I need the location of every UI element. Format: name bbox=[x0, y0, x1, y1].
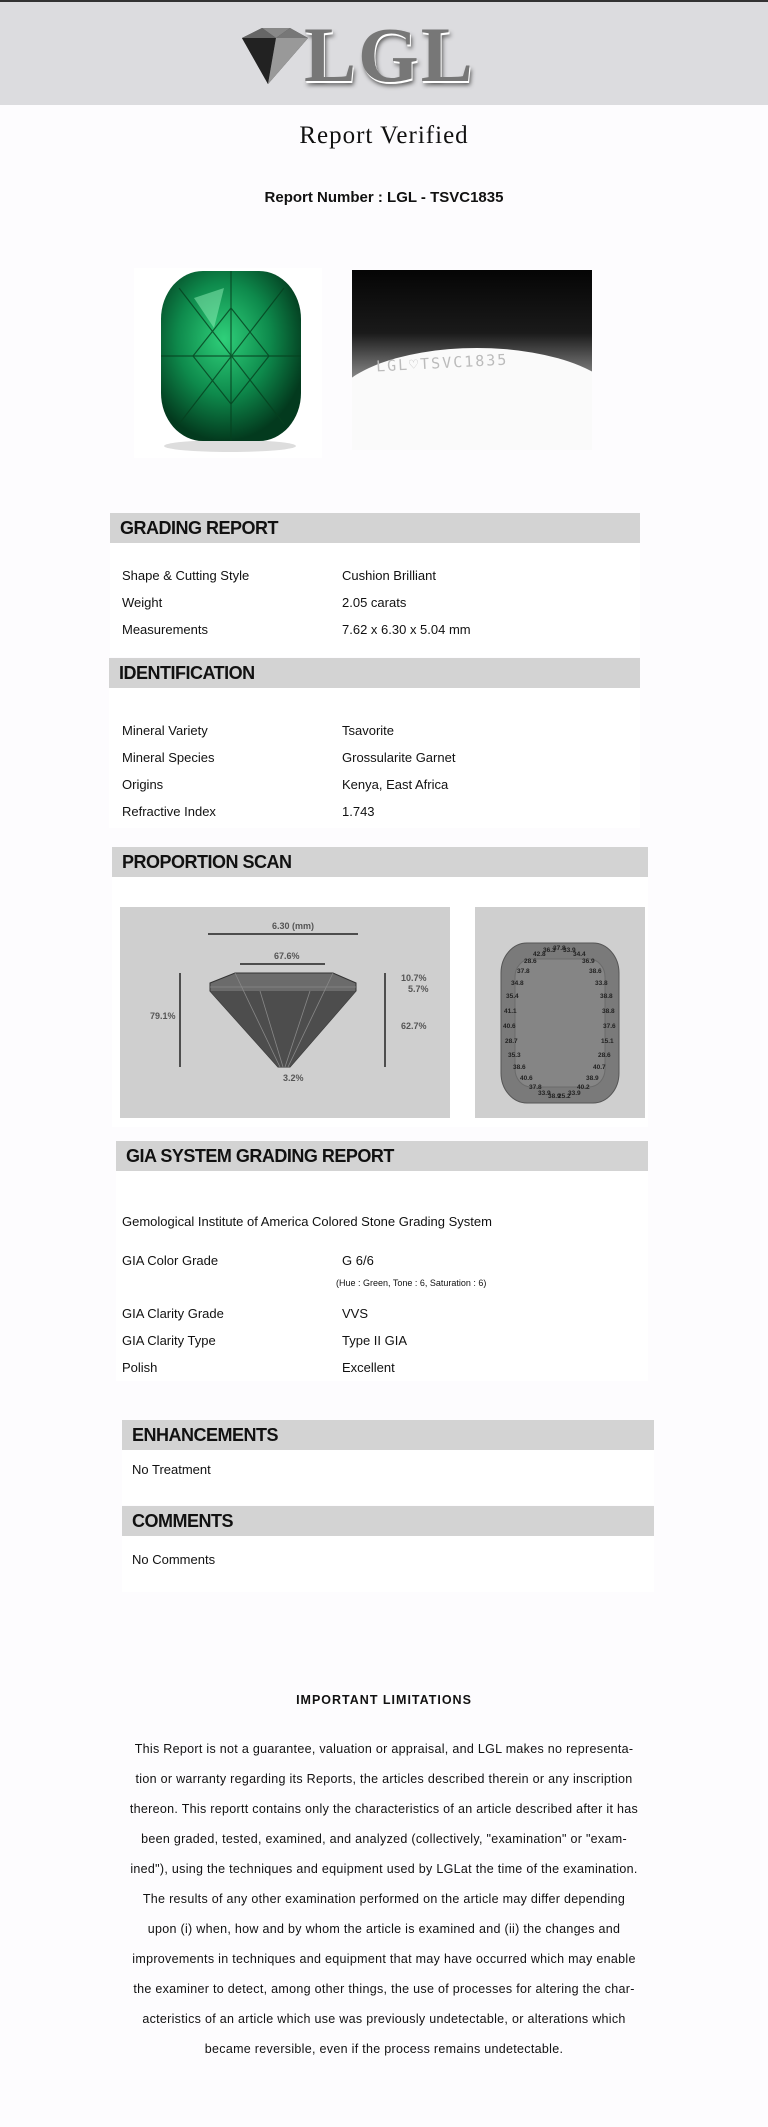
inscription-photo bbox=[352, 270, 592, 450]
girdle-label: 5.7% bbox=[408, 984, 429, 994]
gia-clarity-grade-label: GIA Clarity Grade bbox=[122, 1306, 224, 1321]
gia-clarity-grade-value: VVS bbox=[342, 1306, 369, 1321]
shape-value: Cushion Brilliant bbox=[342, 568, 436, 583]
grading-report-heading: GRADING REPORT bbox=[110, 513, 640, 543]
facet-label: 33.9 bbox=[563, 947, 576, 954]
facet-label: 38.9 bbox=[548, 1093, 561, 1100]
facet-label: 40.6 bbox=[503, 1023, 516, 1030]
lgl-logo bbox=[232, 11, 492, 98]
facet-label: 35.4 bbox=[506, 993, 519, 1000]
limitations-line: acteristics of an article which use was previously undetectable, or alterations which bbox=[142, 2012, 626, 2026]
facet-label: 37.8 bbox=[553, 945, 566, 952]
pavilion-label: 62.7% bbox=[401, 1021, 427, 1031]
facet-label: 38.6 bbox=[589, 968, 602, 975]
facet-label: 42.8 bbox=[533, 951, 546, 958]
facet-label: 34.4 bbox=[573, 951, 586, 958]
facet-label: 28.6 bbox=[598, 1052, 611, 1059]
facet-label: 38.6 bbox=[513, 1064, 526, 1071]
enhancements-text: No Treatment bbox=[132, 1462, 211, 1477]
gia-heading: GIA SYSTEM GRADING REPORT bbox=[116, 1141, 648, 1171]
enhancements-heading: ENHANCEMENTS bbox=[122, 1420, 654, 1450]
table-label: 67.6% bbox=[274, 951, 300, 961]
facet-label: 38.8 bbox=[600, 993, 613, 1000]
facet-label: 40.2 bbox=[577, 1084, 590, 1091]
diamond-icon bbox=[232, 26, 312, 86]
gia-clarity-type-value: Type II GIA bbox=[342, 1333, 408, 1348]
header-bar bbox=[0, 0, 768, 105]
limitations-line: tion or warranty regarding its Reports, the articles described therein or any inscription bbox=[135, 1772, 633, 1786]
crown-label: 10.7% bbox=[401, 973, 427, 983]
mineral-variety-label: Mineral Variety bbox=[122, 723, 208, 738]
refractive-index-label: Refractive Index bbox=[122, 804, 216, 819]
limitations-line: became reversible, even if the process remains undetectable. bbox=[204, 2042, 564, 2056]
limitations-line: The results of any other examination performed on the article may differ depending bbox=[142, 1892, 626, 1906]
limitations-line: thereon. This reportt contains only the characteristics of an article described after it has bbox=[129, 1802, 639, 1816]
mineral-species-label: Mineral Species bbox=[122, 750, 215, 765]
gia-panel bbox=[116, 1171, 648, 1381]
limitations-heading: IMPORTANT LIMITATIONS bbox=[296, 1693, 472, 1707]
culet-label: 3.2% bbox=[283, 1073, 304, 1083]
gia-color-label: GIA Color Grade bbox=[122, 1253, 219, 1268]
facet-label: 15.1 bbox=[601, 1038, 614, 1045]
facet-label: 37.8 bbox=[517, 968, 530, 975]
facet-label: 40.6 bbox=[520, 1075, 533, 1082]
total-depth-label: 79.1% bbox=[150, 1011, 176, 1021]
report-number: Report Number : LGL - TSVC1835 bbox=[264, 189, 504, 206]
enhancements-panel bbox=[122, 1450, 654, 1505]
facet-label: 28.6 bbox=[524, 958, 537, 965]
facet-label: 37.8 bbox=[529, 1084, 542, 1091]
origins-value: Kenya, East Africa bbox=[342, 777, 449, 792]
gia-system-name: Gemological Institute of America Colored Stone Grading System bbox=[122, 1214, 492, 1229]
gia-clarity-type-label: GIA Clarity Type bbox=[122, 1333, 216, 1348]
origins-label: Origins bbox=[122, 777, 164, 792]
weight-label: Weight bbox=[122, 595, 163, 610]
refractive-index-value: 1.743 bbox=[342, 804, 375, 819]
limitations-line: This Report is not a guarantee, valuation or appraisal, and LGL makes no representa- bbox=[134, 1742, 634, 1756]
gia-color-value: G 6/6 bbox=[342, 1253, 374, 1268]
proportion-scan-heading: PROPORTION SCAN bbox=[112, 847, 648, 877]
limitations-line: upon (i) when, how and by whom the article is examined and (ii) the changes and bbox=[147, 1922, 621, 1936]
facet-label: 33.9 bbox=[538, 1090, 551, 1097]
gemstone-photo bbox=[134, 268, 322, 458]
facet-label: 25.2 bbox=[558, 1093, 571, 1100]
mineral-species-value: Grossularite Garnet bbox=[342, 750, 456, 765]
logo-text: LGL bbox=[304, 11, 475, 98]
facet-label: 37.6 bbox=[603, 1023, 616, 1030]
facet-label: 38.8 bbox=[602, 1008, 615, 1015]
facet-label: 36.3 bbox=[543, 947, 556, 954]
facet-label: 41.1 bbox=[504, 1008, 517, 1015]
limitations-line: been graded, tested, examined, and analyzed (collectively, "examination" or "exam- bbox=[141, 1832, 627, 1846]
inscription-text: LGL♡TSVC1835 bbox=[375, 350, 509, 376]
page-title: Report Verified bbox=[299, 122, 469, 149]
facet-label: 36.9 bbox=[582, 958, 595, 965]
comments-text: No Comments bbox=[132, 1552, 216, 1567]
limitations-line: ined"), using the techniques and equipment used by LGLat the time of the examination. bbox=[130, 1862, 638, 1876]
facet-label: 38.9 bbox=[586, 1075, 599, 1082]
mineral-variety-value: Tsavorite bbox=[342, 723, 395, 738]
gia-color-note: (Hue : Green, Tone : 6, Saturation : 6) bbox=[336, 1278, 487, 1288]
polish-value: Excellent bbox=[342, 1360, 395, 1375]
limitations-line: improvements in techniques and equipment that may have occurred which may enable bbox=[132, 1952, 636, 1966]
measurements-label: Measurements bbox=[122, 622, 208, 637]
facet-label: 33.9 bbox=[568, 1090, 581, 1097]
facet-label: 33.8 bbox=[595, 980, 608, 987]
facet-label: 35.3 bbox=[508, 1052, 521, 1059]
width-label: 6.30 (mm) bbox=[272, 921, 315, 931]
top-view-diagram bbox=[475, 907, 645, 1118]
measurements-value: 7.62 x 6.30 x 5.04 mm bbox=[342, 622, 471, 637]
limitations-text bbox=[112, 1734, 656, 2064]
shape-label: Shape & Cutting Style bbox=[122, 568, 250, 583]
side-profile-diagram bbox=[120, 907, 450, 1118]
facet-label: 40.7 bbox=[593, 1064, 606, 1071]
facet-label: 34.8 bbox=[511, 980, 524, 987]
limitations-line: the examiner to detect, among other things, the use of processes for altering the char- bbox=[133, 1982, 635, 1996]
identification-heading: IDENTIFICATION bbox=[109, 658, 640, 688]
polish-label: Polish bbox=[122, 1360, 158, 1375]
comments-heading: COMMENTS bbox=[122, 1506, 654, 1536]
facet-label: 28.7 bbox=[505, 1038, 518, 1045]
weight-value: 2.05 carats bbox=[342, 595, 407, 610]
